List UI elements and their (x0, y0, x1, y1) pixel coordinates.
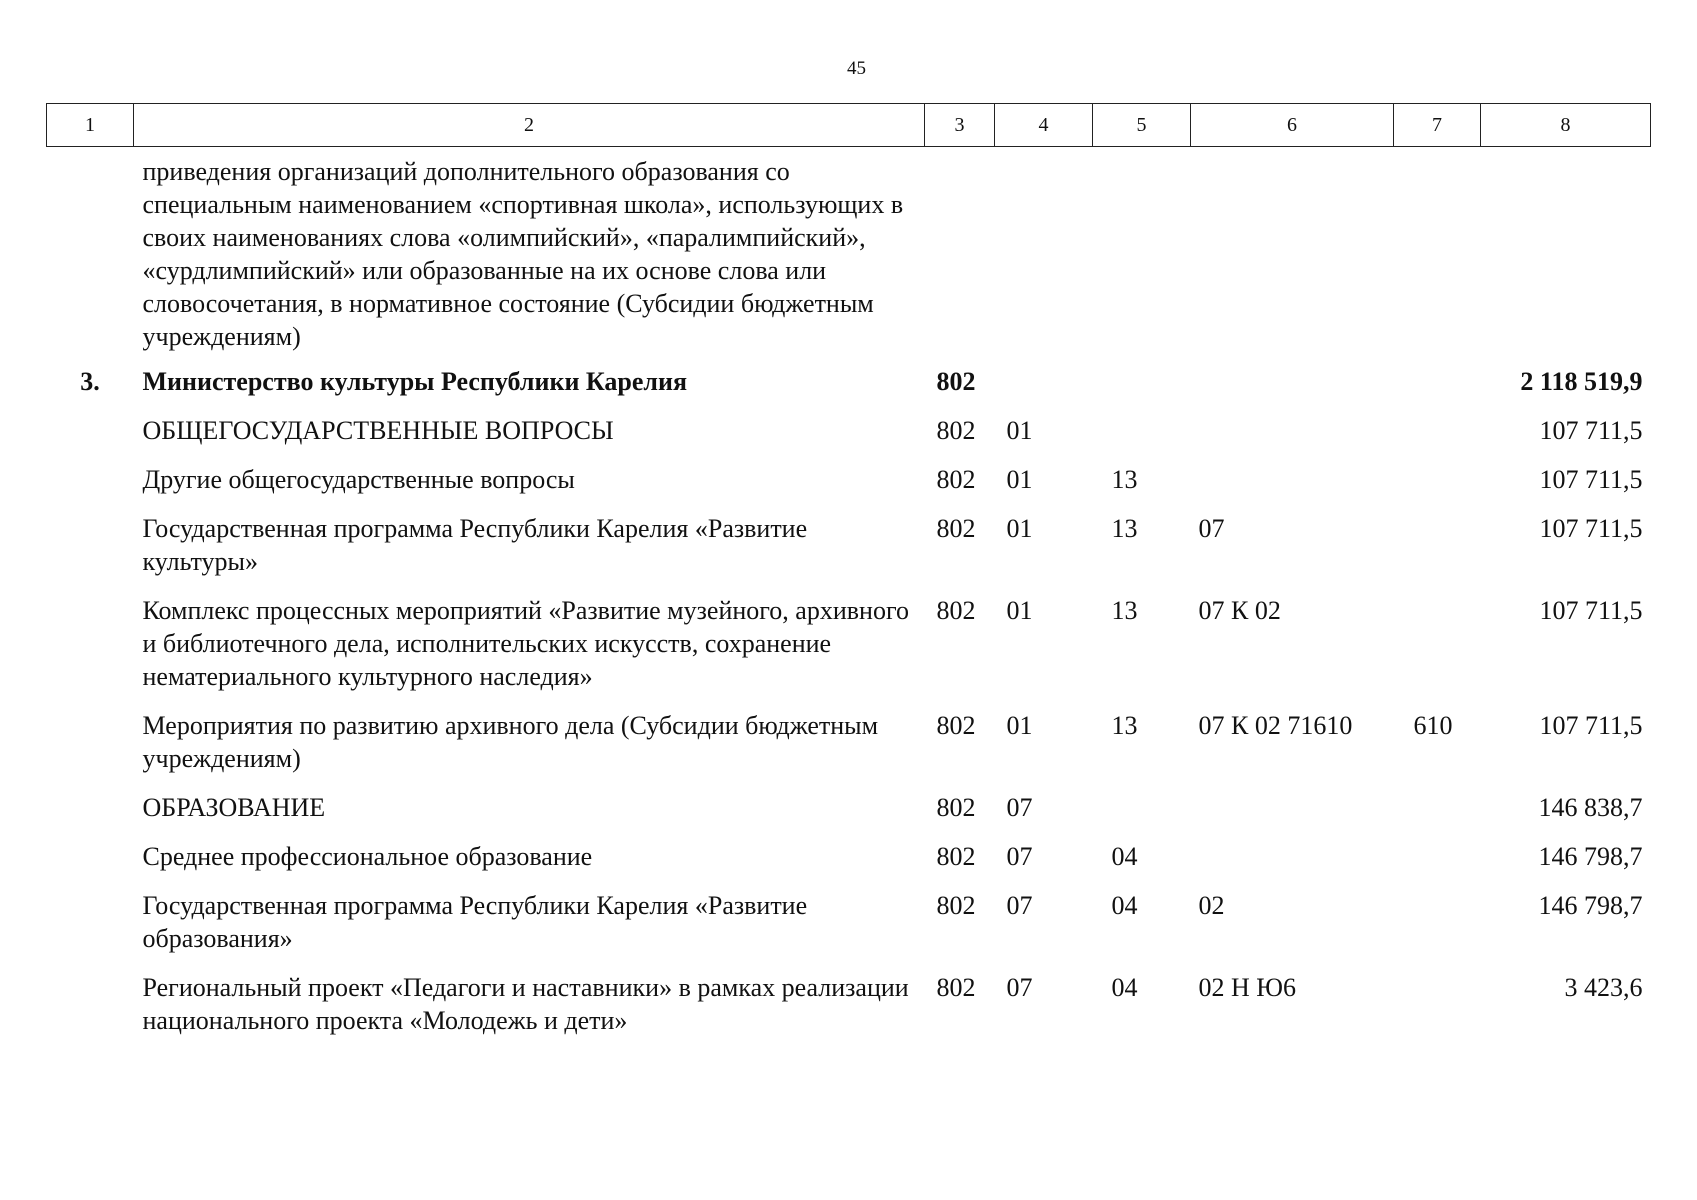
code-section: 07 (1006, 891, 1033, 920)
row-number: 3. (80, 367, 100, 396)
column-header-8: 8 (1481, 104, 1651, 147)
row-name: Государственная программа Республики Карелия «Развитие культуры» (142, 514, 808, 576)
page-number: 45 (847, 58, 866, 79)
code-section: 01 (1006, 465, 1033, 494)
code-grbs: 802 (936, 367, 976, 396)
code-subsection: 13 (1111, 514, 1138, 543)
table-row (47, 709, 1651, 791)
row-name: Мероприятия по развитию архивного дела (Субсидии бюджетным учреждениям) (142, 711, 879, 773)
code-target-article: 02 Н Ю6 (1198, 973, 1296, 1002)
column-header-2: 2 (134, 104, 925, 147)
code-target-article (1191, 414, 1394, 463)
row-amount: 146 798,7 (1538, 891, 1643, 920)
code-grbs: 802 (936, 842, 976, 871)
column-number-row (47, 104, 1651, 147)
code-section: 01 (1006, 596, 1033, 625)
code-section: 07 (1006, 793, 1033, 822)
row-number (47, 971, 134, 1053)
row-name: Министерство культуры Республики Карелия (142, 367, 688, 396)
row-number (47, 512, 134, 594)
column-header-1: 1 (47, 104, 134, 147)
code-subsection (1093, 147, 1191, 366)
row-name: Региональный проект «Педагоги и наставники» в рамках реализации национального проекта «Молодежь и дети» (142, 973, 909, 1035)
table-row (47, 791, 1651, 840)
code-grbs: 802 (936, 465, 976, 494)
table-row (47, 889, 1651, 971)
code-grbs: 802 (936, 793, 976, 822)
row-name: ОБЩЕГОСУДАРСТВЕННЫЕ ВОПРОСЫ (142, 416, 614, 445)
code-subsection (1093, 414, 1191, 463)
code-target-article (1191, 840, 1394, 889)
code-section (995, 147, 1093, 366)
table-row (47, 147, 1651, 366)
code-section: 07 (1006, 842, 1033, 871)
code-target-article (1191, 463, 1394, 512)
table-row (47, 594, 1651, 709)
table-row (47, 512, 1651, 594)
code-expense-type: 610 (1413, 711, 1453, 740)
code-grbs: 802 (936, 416, 976, 445)
code-subsection (1093, 365, 1191, 414)
row-amount: 146 798,7 (1538, 842, 1643, 871)
code-grbs: 802 (936, 596, 976, 625)
table-body (47, 147, 1651, 1054)
code-expense-type (1394, 365, 1481, 414)
row-name: Государственная программа Республики Карелия «Развитие образования» (142, 891, 808, 953)
row-amount: 107 711,5 (1539, 416, 1643, 445)
code-expense-type (1394, 463, 1481, 512)
code-subsection: 04 (1111, 842, 1138, 871)
column-header-6: 6 (1191, 104, 1394, 147)
code-grbs: 802 (936, 891, 976, 920)
row-number (47, 840, 134, 889)
code-grbs: 802 (936, 711, 976, 740)
code-target-article (1191, 147, 1394, 366)
code-subsection: 13 (1111, 465, 1138, 494)
row-number (47, 147, 134, 366)
code-grbs: 802 (936, 514, 976, 543)
row-amount: 3 423,6 (1564, 973, 1643, 1002)
code-subsection (1093, 791, 1191, 840)
code-section: 01 (1006, 416, 1033, 445)
column-header-3: 3 (925, 104, 995, 147)
code-target-article: 02 (1198, 891, 1225, 920)
code-section (995, 365, 1093, 414)
row-number (47, 463, 134, 512)
code-expense-type (1394, 512, 1481, 594)
code-expense-type (1394, 594, 1481, 709)
row-name: Среднее профессиональное образование (142, 842, 593, 871)
code-expense-type (1394, 147, 1481, 366)
row-number (47, 414, 134, 463)
row-amount: 146 838,7 (1538, 793, 1643, 822)
row-name: приведения организаций дополнительного образования со специальным наименованием «спортивная школа», использующих в своих наименованиях слова «олимпийский», «паралимпийский», «сурдлимпийский» или образованные на их основе слова или словосочетания, в нормативное состояние (Субсидии бюджетным учреждениям) (142, 157, 904, 351)
code-expense-type (1394, 840, 1481, 889)
row-number (47, 889, 134, 971)
code-expense-type (1394, 791, 1481, 840)
code-grbs (925, 147, 995, 366)
row-number (47, 791, 134, 840)
table-header (47, 104, 1651, 147)
code-target-article: 07 К 02 (1198, 596, 1281, 625)
row-number (47, 709, 134, 791)
budget-table (46, 103, 1651, 1053)
code-target-article (1191, 365, 1394, 414)
table-row (47, 840, 1651, 889)
code-section: 07 (1006, 973, 1033, 1002)
code-subsection: 13 (1111, 711, 1138, 740)
table-row (47, 365, 1651, 414)
code-subsection: 04 (1111, 973, 1138, 1002)
table-row (47, 463, 1651, 512)
column-header-5: 5 (1093, 104, 1191, 147)
row-amount: 107 711,5 (1539, 596, 1643, 625)
code-section: 01 (1006, 711, 1033, 740)
row-amount: 2 118 519,9 (1520, 367, 1643, 396)
column-header-4: 4 (995, 104, 1093, 147)
row-amount: 107 711,5 (1539, 514, 1643, 543)
code-subsection: 13 (1111, 596, 1138, 625)
code-section: 01 (1006, 514, 1033, 543)
code-expense-type (1394, 889, 1481, 971)
code-subsection: 04 (1111, 891, 1138, 920)
code-target-article: 07 (1198, 514, 1225, 543)
code-target-article (1191, 791, 1394, 840)
code-grbs: 802 (936, 973, 976, 1002)
row-amount: 107 711,5 (1539, 711, 1643, 740)
row-number (47, 594, 134, 709)
code-expense-type (1394, 971, 1481, 1053)
table-row (47, 971, 1651, 1053)
row-name: Комплекс процессных мероприятий «Развитие музейного, архивного и библиотечного дела, исполнительских искусств, сохранение нематериального культурного наследия» (142, 596, 909, 691)
code-expense-type (1394, 414, 1481, 463)
row-amount (1481, 147, 1651, 366)
code-target-article: 07 К 02 71610 (1198, 711, 1353, 740)
table-row (47, 414, 1651, 463)
row-name: Другие общегосударственные вопросы (142, 465, 575, 494)
column-header-7: 7 (1394, 104, 1481, 147)
row-amount: 107 711,5 (1539, 465, 1643, 494)
row-name: ОБРАЗОВАНИЕ (142, 793, 326, 822)
